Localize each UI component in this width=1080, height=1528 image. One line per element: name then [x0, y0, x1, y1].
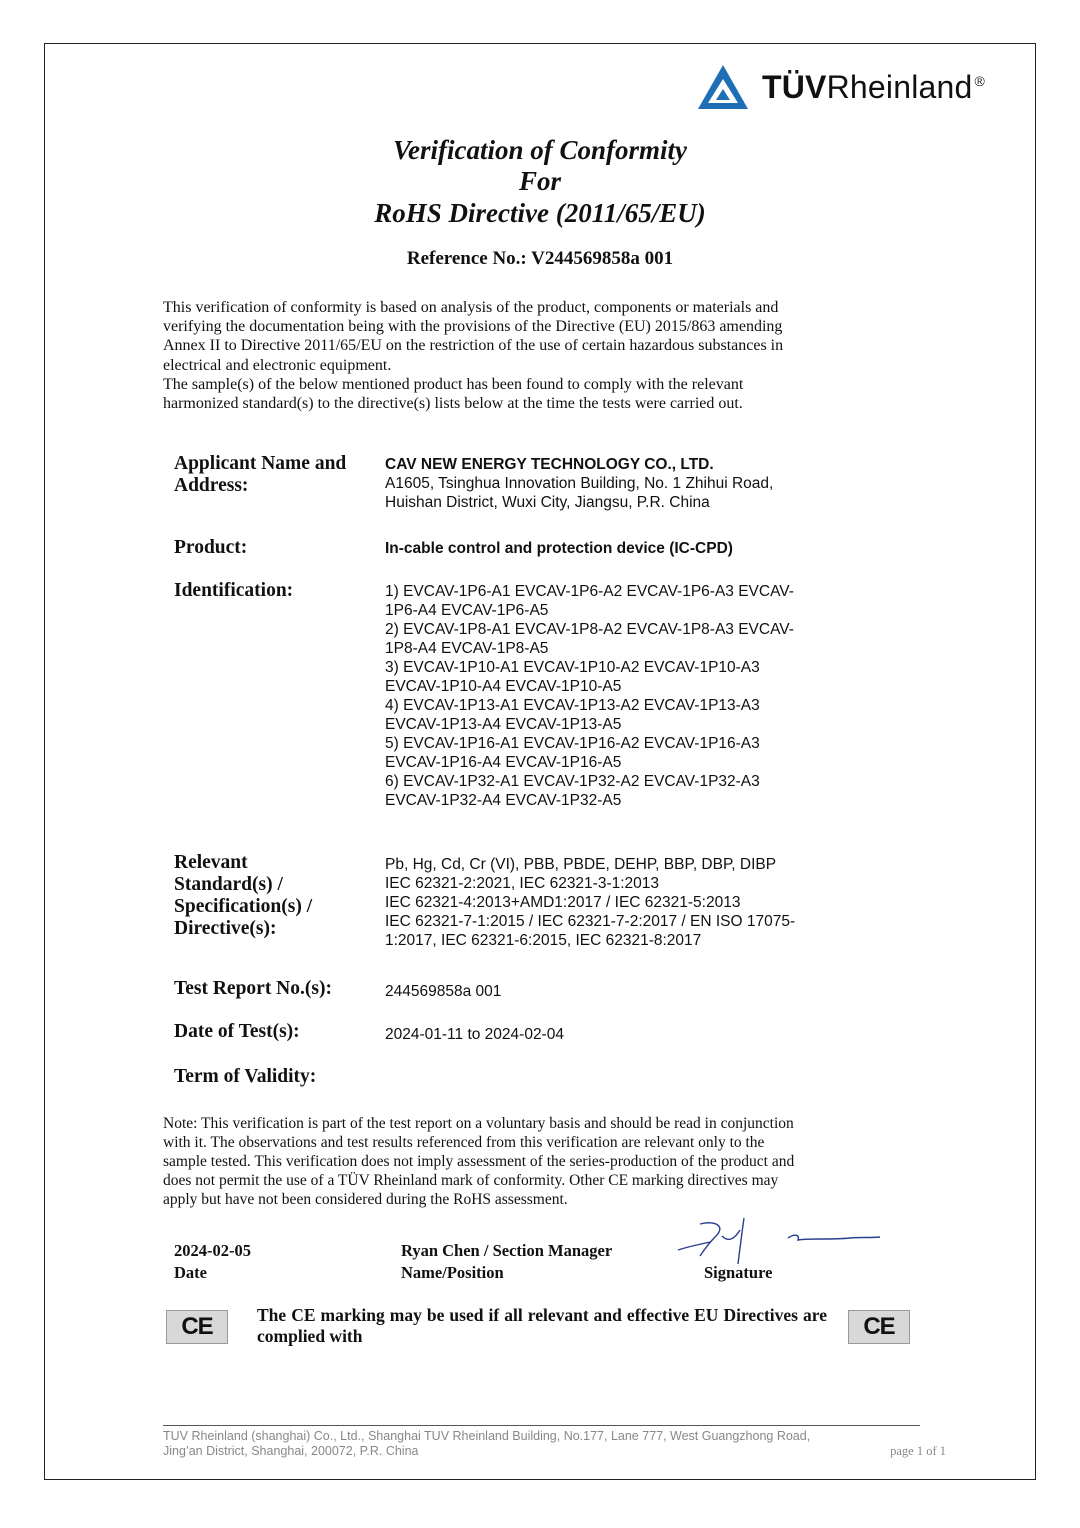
identification-line: 1P8-A4 EVCAV-1P8-A5 — [385, 640, 549, 657]
handwritten-signature — [660, 1212, 890, 1272]
signoff-date-value: 2024-02-05 — [174, 1241, 251, 1260]
identification-label: Identification: — [174, 580, 294, 601]
identification-line: 1P6-A4 EVCAV-1P6-A5 — [385, 602, 549, 619]
standards-line: 1:2017, IEC 62321-6:2015, IEC 62321-8:2017 — [385, 932, 702, 949]
product-value — [385, 539, 905, 558]
applicant-label-line: Address: — [174, 475, 249, 496]
note-line: does not permit the use of a TÜV Rheinland mark of conformity. Other CE marking directives may — [163, 1172, 779, 1189]
intro-line: The sample(s) of the below mentioned product has been found to comply with the relevant — [163, 375, 744, 393]
identification-value — [385, 582, 905, 810]
term-of-validity-label: Term of Validity: — [174, 1066, 317, 1087]
note-line: with it. The observations and test results referenced from this verification are relevant only to the — [163, 1134, 765, 1151]
standards-line: IEC 62321-2:2021, IEC 62321-3-1:2013 — [385, 875, 660, 892]
applicant-label-line: Applicant Name and — [174, 453, 347, 474]
standards-label-line: Directive(s): — [174, 918, 277, 939]
date-of-test-label: Date of Test(s): — [174, 1021, 300, 1042]
intro-line: verifying the documentation being with the provisions of the Directive (EU) 2015/863 amending — [163, 318, 783, 336]
ce-mark-icon: CE — [848, 1310, 910, 1344]
ce-mark-icon: CE — [166, 1310, 228, 1344]
tuv-rheinland-logo — [696, 62, 985, 112]
signoff-name — [401, 1240, 612, 1284]
product-name: In-cable control and protection device (IC-CPD) — [385, 540, 733, 557]
identification-line: 2) EVCAV-1P8-A1 EVCAV-1P8-A2 EVCAV-1P8-A3 EVCAV- — [385, 621, 794, 638]
signoff-date — [174, 1240, 251, 1284]
product-label: Product: — [174, 537, 248, 558]
footer-line: TUV Rheinland (shanghai) Co., Ltd., Shanghai TUV Rheinland Building, No.177, Lane 777, West Guangzhong Road, — [163, 1429, 811, 1443]
document-title-line2: For — [518, 166, 562, 196]
page-number: page 1 of 1 — [890, 1444, 946, 1458]
standards-label-line: Standard(s) / — [174, 874, 283, 895]
footer-address — [163, 1429, 923, 1459]
logo-wordmark: TÜVRheinland — [762, 68, 973, 105]
intro-line: Annex II to Directive 2011/65/EU on the restriction of the use of certain hazardous substances in — [163, 337, 784, 355]
standards-line: IEC 62321-4:2013+AMD1:2017 / IEC 62321-5:2013 — [385, 894, 741, 911]
test-report-value: 244569858a 001 — [385, 983, 502, 1000]
date-of-test-value: 2024-01-11 to 2024-02-04 — [385, 1026, 564, 1043]
document-title-line1: Verification of Conformity — [392, 135, 687, 165]
identification-line: EVCAV-1P10-A4 EVCAV-1P10-A5 — [385, 678, 622, 695]
signoff-name-value: Ryan Chen / Section Manager — [401, 1241, 613, 1260]
signoff-name-label: Name/Position — [401, 1263, 504, 1282]
identification-line: EVCAV-1P16-A4 EVCAV-1P16-A5 — [385, 754, 622, 771]
applicant-address-line: Huishan District, Wuxi City, Jiangsu, P.R. China — [385, 494, 710, 511]
standards-label-line: Relevant — [174, 852, 248, 873]
standards-label — [174, 852, 312, 940]
footer-line: Jing’an District, Shanghai, 200072, P.R. China — [163, 1444, 419, 1458]
intro-line: This verification of conformity is based on analysis of the product, components or materials and — [163, 299, 779, 316]
identification-line: EVCAV-1P32-A4 EVCAV-1P32-A5 — [385, 792, 622, 809]
footer-divider — [163, 1425, 920, 1426]
standards-line: Pb, Hg, Cd, Cr (VI), PBB, PBDE, DEHP, BBP, DBP, DIBP — [385, 856, 777, 873]
standards-value — [385, 855, 905, 950]
identification-line: EVCAV-1P13-A4 EVCAV-1P13-A5 — [385, 716, 622, 733]
signoff-date-label: Date — [174, 1263, 207, 1282]
identification-line: 3) EVCAV-1P10-A1 EVCAV-1P10-A2 EVCAV-1P10-A3 — [385, 659, 760, 676]
registered-mark: ® — [974, 73, 985, 89]
applicant-label — [174, 453, 346, 497]
identification-line: 1) EVCAV-1P6-A1 EVCAV-1P6-A2 EVCAV-1P6-A3 EVCAV- — [385, 583, 794, 600]
applicant-address-line: A1605, Tsinghua Innovation Building, No. 1 Zhihui Road, — [385, 475, 774, 492]
standards-label-line: Specification(s) / — [174, 896, 313, 917]
note-line: apply but have not been considered during the RoHS assessment. — [163, 1191, 568, 1208]
signature-label: Signature — [704, 1263, 773, 1282]
note-paragraph — [163, 1114, 923, 1209]
note-line: sample tested. This verification does not imply assessment of the series-production of the product and — [163, 1153, 795, 1170]
identification-line: 5) EVCAV-1P16-A1 EVCAV-1P16-A2 EVCAV-1P16-A3 — [385, 735, 760, 752]
intro-line: harmonized standard(s) to the directive(s) lists below at the time the tests were carried out. — [163, 395, 743, 413]
ce-marking-statement: The CE marking may be used if all relevant and effective EU Directives are complied with — [257, 1305, 827, 1346]
document-title-line3: RoHS Directive (2011/65/EU) — [374, 198, 706, 228]
identification-line: 4) EVCAV-1P13-A1 EVCAV-1P13-A2 EVCAV-1P13-A3 — [385, 697, 760, 714]
applicant-value — [385, 455, 905, 512]
reference-number: Reference No.: V244569858a 001 — [406, 248, 674, 269]
standards-line: IEC 62321-7-1:2015 / IEC 62321-7-2:2017 / EN ISO 17075- — [385, 913, 796, 930]
applicant-name: CAV NEW ENERGY TECHNOLOGY CO., LTD. — [385, 456, 714, 473]
tuv-triangle-icon — [696, 63, 750, 111]
note-line: Note: This verification is part of the test report on a voluntary basis and should be read in conjunction — [163, 1115, 794, 1132]
intro-line: electrical and electronic equipment. — [163, 356, 392, 374]
intro-paragraph — [163, 298, 923, 413]
test-report-label: Test Report No.(s): — [174, 978, 332, 999]
identification-line: 6) EVCAV-1P32-A1 EVCAV-1P32-A2 EVCAV-1P32-A3 — [385, 773, 760, 790]
